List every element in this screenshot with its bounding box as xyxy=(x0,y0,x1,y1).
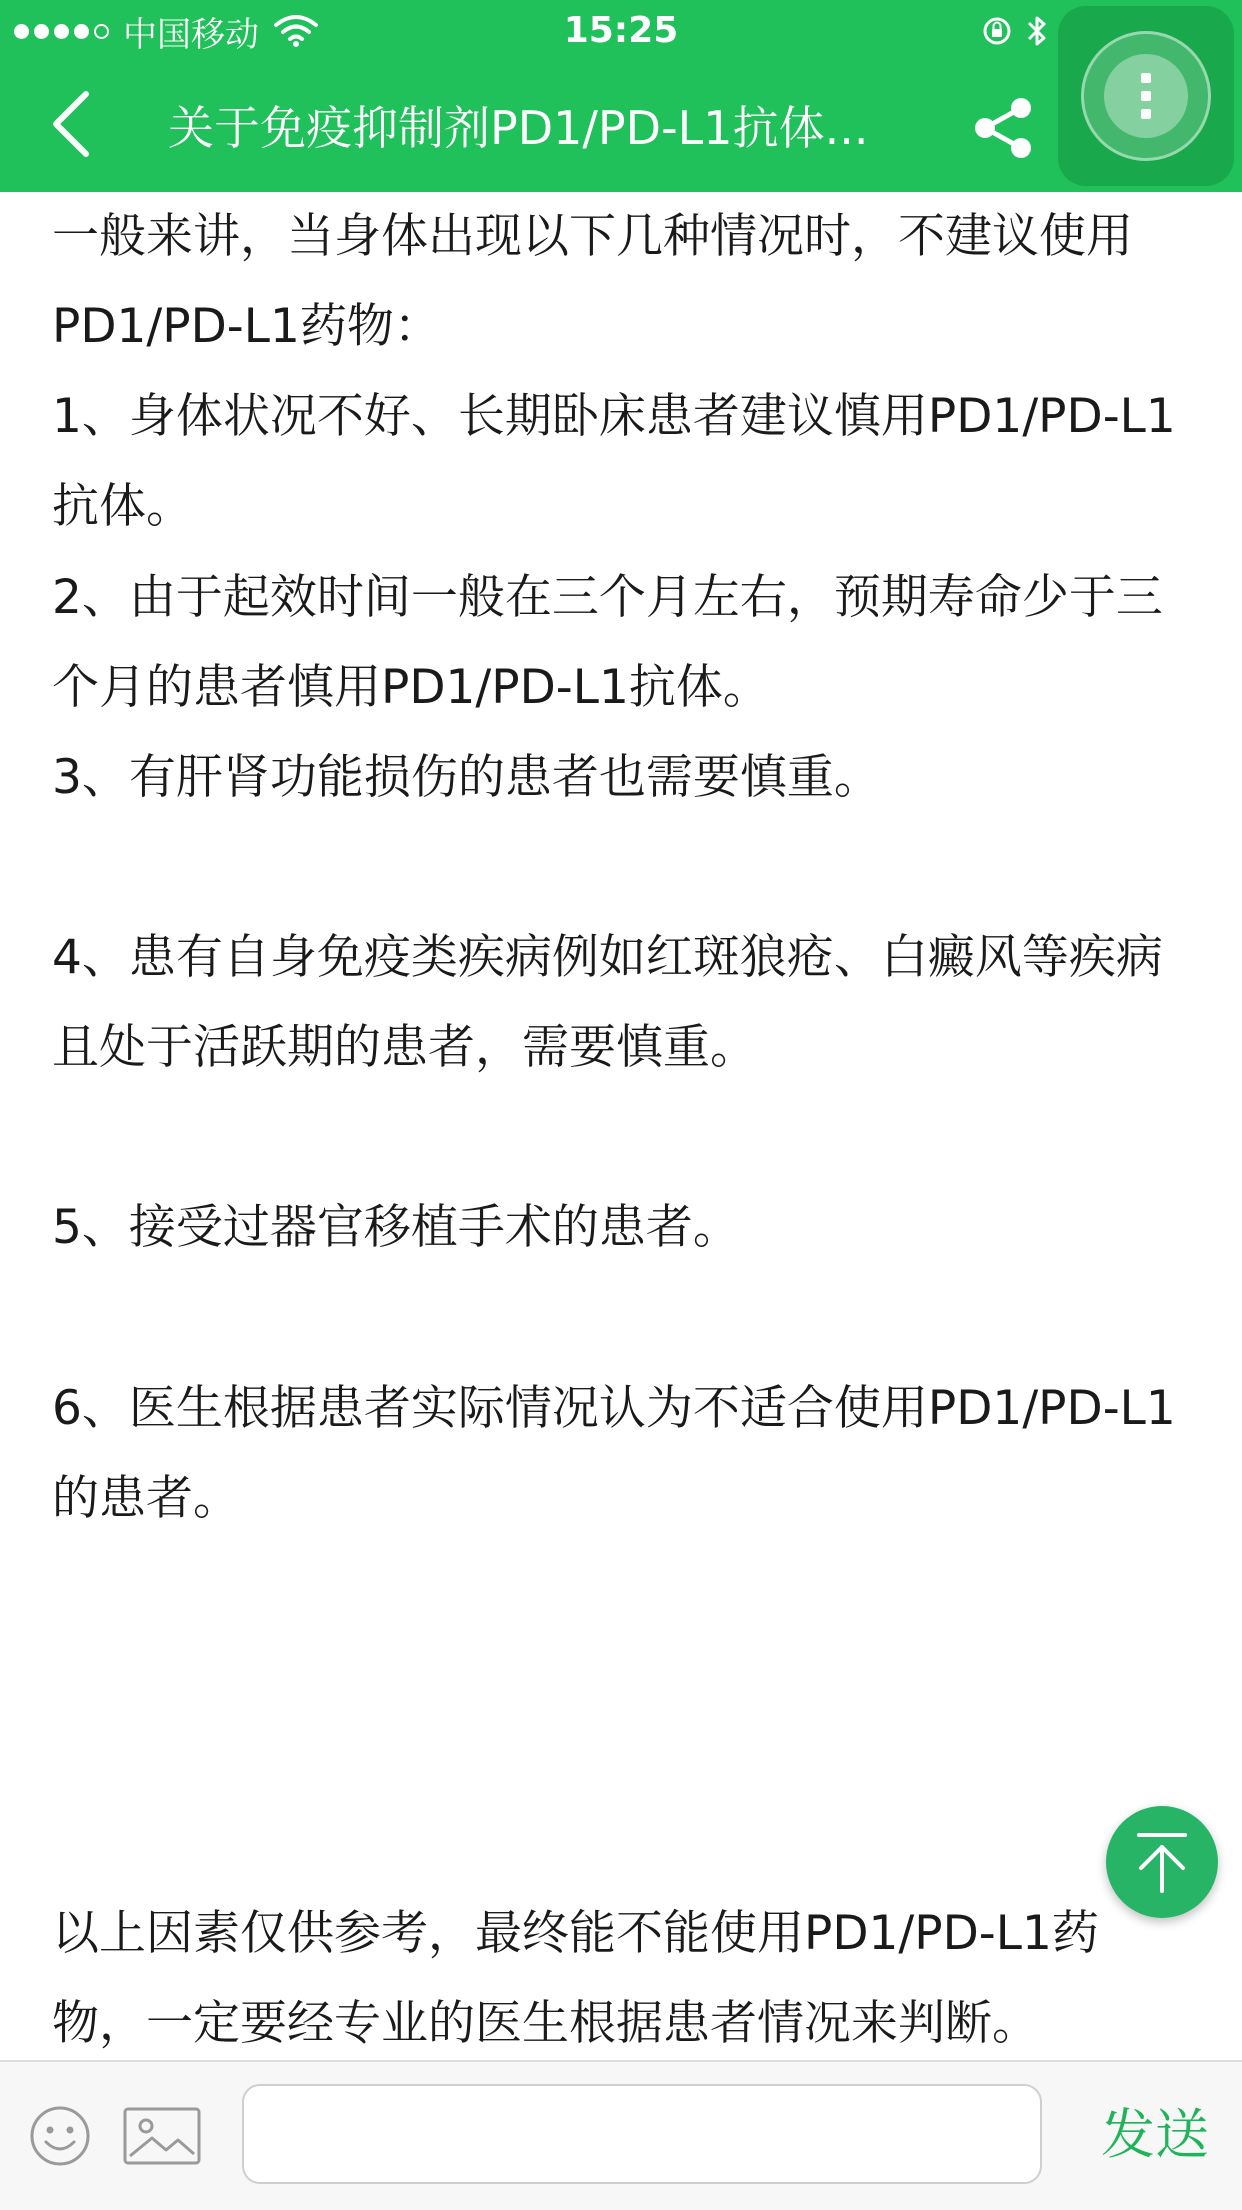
article-paragraph: 1、身体状况不好、长期卧床患者建议慎用PD1/PD-L1抗体。 xyxy=(52,389,1176,534)
article-paragraph: 以上因素仅供参考，最终能不能使用PD1/PD-L1药物，一定要经专业的医生根据患者情况来判断。 xyxy=(52,1906,1099,2051)
scroll-to-top-button[interactable] xyxy=(1106,1806,1218,1918)
more-vertical-icon xyxy=(1104,54,1188,138)
back-button[interactable] xyxy=(30,84,110,164)
article-paragraph: 5、接受过器官移植手术的患者。 xyxy=(52,1200,740,1255)
comment-input[interactable] xyxy=(242,2084,1042,2184)
page-title: 关于免疫抑制剂PD1/PD-L1抗体... xyxy=(168,101,869,155)
send-button[interactable]: 发送 xyxy=(1101,2103,1209,2166)
bluetooth-icon xyxy=(1026,14,1048,48)
floating-menu-button[interactable] xyxy=(1058,6,1234,186)
comment-input-bar xyxy=(0,2060,1242,2210)
status-time: 15:25 xyxy=(563,10,679,51)
navigation-bar xyxy=(0,62,1242,192)
article-paragraph: 2、由于起效时间一般在三个月左右，预期寿命少于三个月的患者慎用PD1/PD-L1抗体。 xyxy=(52,570,1163,715)
arrow-up-icon xyxy=(1127,1827,1197,1897)
article-paragraph: 6、医生根据患者实际情况认为不适合使用PD1/PD-L1的患者。 xyxy=(52,1381,1176,1526)
emoji-icon[interactable] xyxy=(28,2104,92,2168)
carrier-name: 中国移动 xyxy=(123,14,259,55)
chevron-left-icon xyxy=(48,90,92,158)
top-bar xyxy=(0,0,1242,192)
article-paragraph: 3、有肝肾功能损伤的患者也需要慎重。 xyxy=(52,750,881,805)
article-content xyxy=(0,192,1242,2060)
share-button[interactable] xyxy=(964,88,1044,168)
share-icon xyxy=(971,96,1037,160)
article-paragraph: 4、患有自身免疫类疾病例如红斑狼疮、白癜风等疾病且处于活跃期的患者，需要慎重。 xyxy=(52,930,1163,1075)
image-icon[interactable] xyxy=(122,2106,202,2166)
article-paragraph: 一般来讲，当身体出现以下几种情况时，不建议使用PD1/PD-L1药物： xyxy=(52,209,1133,354)
status-bar xyxy=(0,0,1242,62)
rotation-lock-icon xyxy=(982,16,1012,46)
